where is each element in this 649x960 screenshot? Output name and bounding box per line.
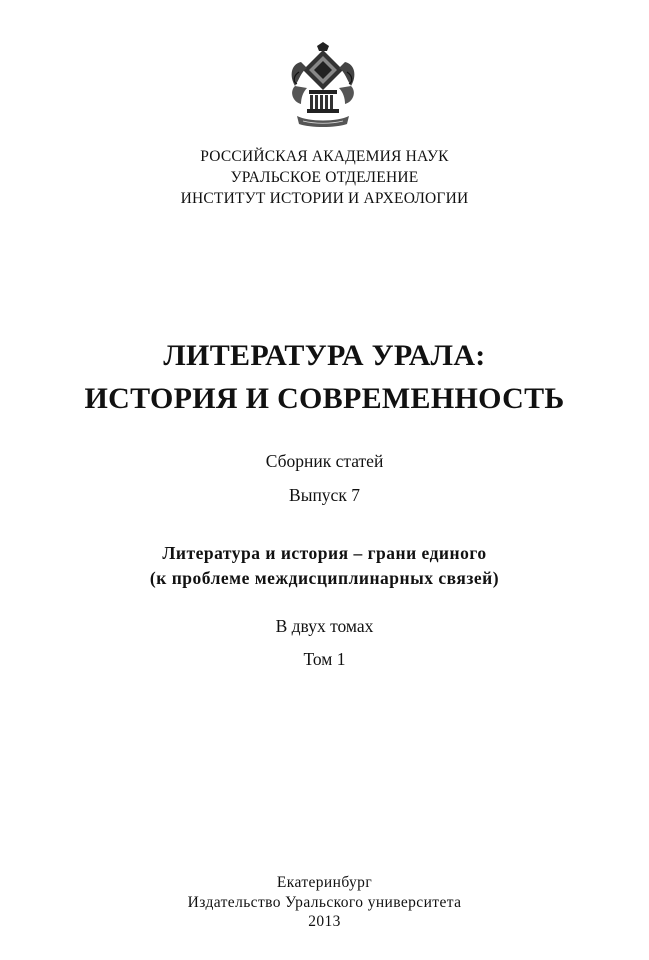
imprint-city: Екатеринбург xyxy=(276,874,373,891)
subtitle-line-2: (к проблеме междисциплинарных связей) xyxy=(149,568,500,588)
title-line-1: ЛИТЕРАТУРА УРАЛА: xyxy=(163,339,486,372)
organization-line-1: РОССИЙСКАЯ АКАДЕМИЯ НАУК xyxy=(200,148,449,165)
imprint-year: 2013 xyxy=(308,913,341,930)
organization-line-2: УРАЛЬСКОЕ ОТДЕЛЕНИЕ xyxy=(230,169,419,186)
organization-line-3: ИНСТИТУТ ИСТОРИИ И АРХЕОЛОГИИ xyxy=(180,190,469,207)
academy-emblem-icon xyxy=(287,42,359,134)
imprint-publisher: Издательство Уральского университета xyxy=(187,894,462,911)
subtitle-line-1: Литература и история – грани единого xyxy=(162,543,487,563)
volumes-label: В двух томах xyxy=(275,616,374,636)
collection-label: Сборник статей xyxy=(265,451,384,471)
title-line-2: ИСТОРИЯ И СОВРЕМЕННОСТЬ xyxy=(84,382,565,415)
volume-label: Том 1 xyxy=(303,649,346,669)
issue-label: Выпуск 7 xyxy=(289,485,360,505)
